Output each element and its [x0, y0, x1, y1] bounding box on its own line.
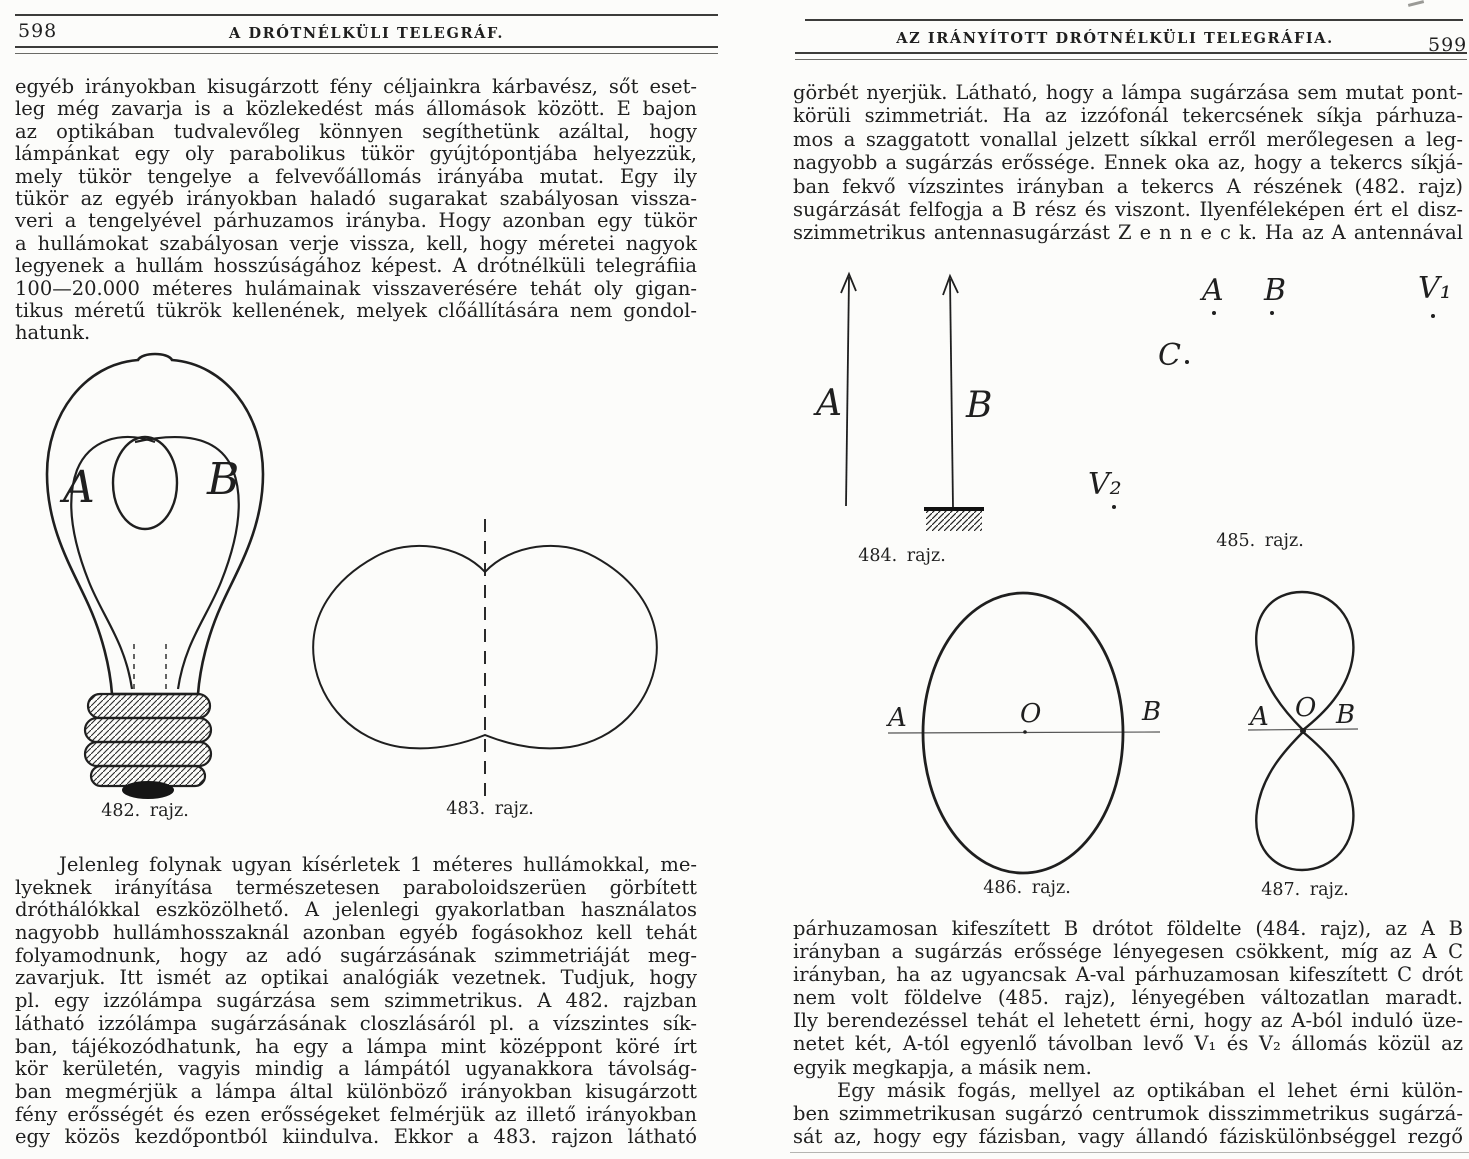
figure-483-radiation-curve — [300, 515, 700, 805]
text-line: látható izzólámpa sugárzásának closzlásáról pl. a vízszintes sík- — [15, 1011, 697, 1035]
text-line: veri a tengelyével párhuzamos irányba. Hogy azonban egy tükör — [15, 209, 697, 233]
text-line: hatunk. — [15, 321, 91, 345]
antenna-b-wire — [950, 279, 953, 508]
crossing-node — [1300, 728, 1306, 734]
figure-486-label-a: A — [888, 703, 907, 733]
figure-485-label-b: B — [1264, 273, 1287, 308]
text-line: párhuzamosan kifeszített B drótot földelte (484. rajz), az A B — [793, 917, 1463, 940]
figure-482-caption: 482. rajz. — [101, 801, 189, 821]
bulb-filament-loop — [113, 437, 177, 529]
ground-surface — [924, 507, 984, 511]
text-line: netet két, A-tól egyenlő távolban levő V₁ és V₂ állomás közül az — [793, 1032, 1463, 1056]
text-line: ben szimmetrikusan sugárzó centrumok disszimmetrikus sugárzá- — [793, 1102, 1463, 1126]
figure-486-label-o: O — [1020, 699, 1042, 729]
figure-485-label-a: A — [1202, 273, 1224, 308]
text-line: folyamodnunk, hogy az adó sugárzásának szimmetriáját meg- — [15, 943, 697, 967]
scan-bottom-edge — [790, 1152, 1469, 1153]
figure-484-label-a: A — [816, 383, 842, 424]
text-line: sugárzását felfogja a B rész és viszont. Ilyenféleképen ért el disz- — [793, 197, 1463, 221]
figure-482-label-a: A — [63, 462, 95, 513]
figure-487-label-b: B — [1336, 700, 1356, 730]
right-page-number: 599 — [1428, 34, 1468, 56]
bulb-screw-band — [85, 742, 211, 766]
text-line: ban megmérjük a lámpa által különböző irányokban kisugárzott — [15, 1079, 697, 1103]
bulb-screw-band — [88, 694, 210, 718]
figure-486-label-b: B — [1142, 697, 1162, 727]
text-line: nem volt földelve (485. rajz), lényegében változatlan maradt. — [793, 986, 1463, 1010]
figure-485-point-c — [1185, 360, 1189, 364]
figure-486-caption: 486. rajz. — [983, 878, 1071, 898]
scan-speck — [1408, 0, 1424, 7]
bulb-screw-band — [85, 718, 211, 742]
bulb-envelope — [47, 354, 263, 694]
text-line: tikus méretű tükrök kellenének, melyek clőállítására nem gondol- — [15, 298, 697, 322]
ground-hatch — [926, 511, 982, 531]
right-header-bottom-rule — [795, 52, 1467, 60]
figure-485-point-b — [1270, 311, 1274, 315]
figure-487-label-o: O — [1295, 693, 1317, 723]
figure-484-label-b: B — [966, 385, 993, 426]
figure-484-caption: 484. rajz. — [858, 546, 946, 566]
text-line: lyeknek irányítása természetesen paraboloidszerüen görbített — [15, 875, 697, 899]
figure-486-ellipse-diagram — [880, 580, 1170, 890]
text-line: kör kerületén, vagyis mindig a lámpától ugyanakkora távolság- — [15, 1057, 697, 1081]
left-running-header: A DRÓTNÉLKÜLI TELEGRÁF. — [228, 25, 505, 42]
text-line: Egy másik fogás, mellyel az optikában el lehet érni külön- — [837, 1079, 1463, 1102]
text-line: Jelenleg folynak ugyan kísérletek 1 méteres hullámokkal, me- — [59, 853, 697, 876]
figure-482-light-bulb — [25, 352, 265, 800]
lower-lobe — [1256, 732, 1353, 870]
right-paragraph-3 — [793, 1079, 1463, 1148]
text-line: ban, tájékozódhatunk, ha egy a lámpa mint középpont köré írt — [15, 1034, 697, 1058]
figure-484-antennas — [800, 255, 1000, 540]
figure-485-caption: 485. rajz. — [1216, 531, 1304, 551]
figure-485-label-c: C — [1158, 338, 1181, 373]
text-line: szimmetrikus antennasugárzást Z e n n e c k. Ha az A antennával — [793, 221, 1463, 245]
text-line: 100—20.000 méteres hulámainak visszaverésére tehát oly gigan- — [15, 276, 697, 300]
text-line: leg még zavarja is a közlekedést más állomások között. E bajon — [15, 97, 697, 121]
bulb-contact — [122, 781, 174, 799]
text-line: sát az, hogy egy fázisban, vagy állandó fáziskülönbséggel rezgő — [793, 1125, 1463, 1149]
center-point — [1023, 730, 1027, 734]
figure-485-point-v1 — [1431, 314, 1435, 318]
right-header-top-rule — [805, 19, 1463, 21]
text-line: az optikában tudvalevőleg könnyen segíthetünk azáltal, hogy — [15, 119, 697, 143]
left-paragraph-1 — [15, 76, 697, 345]
figure-487-caption: 487. rajz. — [1261, 880, 1349, 900]
text-line: mely tükör tengelye a felvevőállomás irányába mutat. Egy ily — [15, 164, 697, 188]
text-line: nagyobb hullámhosszaknál azonban egyéb fogásokhoz kell tehát — [15, 921, 697, 945]
right-paragraph-1 — [793, 81, 1463, 245]
figure-487-label-a: A — [1250, 702, 1269, 732]
figure-485-label-v1: V₁ — [1418, 271, 1452, 306]
figure-485-label-v2: V₂ — [1088, 467, 1122, 502]
text-line: körüli szimmetriát. Ha az izzófonál tekercsének síkja párhuza- — [793, 104, 1463, 128]
text-line: a hullámokat szabályosan verje vissza, kell, hogy méretei nagyok — [15, 231, 697, 255]
left-header-bottom-rule — [15, 46, 718, 54]
text-line: egyik megkapja, a másik nem. — [793, 1055, 1092, 1079]
antenna-a-wire — [846, 277, 849, 506]
text-line: Ily berendezéssel tehát el lehetett érni, hogy az A-ból induló üze- — [793, 1009, 1463, 1033]
text-line: dróthálókkal eszközölhető. A jelenlegi gyakorlatban használatos — [15, 898, 697, 922]
figure-482-label-b: B — [207, 454, 240, 505]
text-line: irányban, ha az ugyancsak A-val párhuzamosan kifeszített C drót — [793, 963, 1463, 987]
text-line: ban fekvő vízszintes irányban a tekercs A részének (482. rajz) — [793, 174, 1463, 198]
right-paragraph-2 — [793, 917, 1463, 1079]
text-line: zavarjuk. Itt ismét az optikai analógiák vezetnek. Tudjuk, hogy — [15, 966, 697, 990]
text-line: egyéb irányokban kisugárzott fény céljainkra kárbavész, sőt eset- — [15, 75, 697, 98]
text-line: görbét nyerjük. Látható, hogy a lámpa sugárzása sem mutat pont- — [793, 81, 1463, 104]
left-page-number: 598 — [18, 20, 58, 42]
left-paragraph-2 — [15, 854, 697, 1149]
figure-485-point-a — [1212, 311, 1216, 315]
figure-483-caption: 483. rajz. — [446, 799, 534, 819]
figure-487-figure-eight-diagram — [1240, 580, 1370, 875]
text-line: legyenek a hullám hosszúságához képest. A drótnélküli telegráfiia — [15, 254, 697, 278]
text-line: fény erősségét és ezen erősségeket felmérjük az illető irányokban — [15, 1102, 697, 1126]
figure-485-point-v2 — [1112, 505, 1116, 509]
text-line: nagyobb a sugárzás erőssége. Ennek oka az, hogy a tekercs síkjá- — [793, 151, 1463, 175]
text-line: irányban a sugárzás erőssége lényegesen csökkent, míg az A C — [793, 940, 1463, 964]
text-line: pl. egy izzólámpa sugárzása sem szimmetrikus. A 482. rajzban — [15, 989, 697, 1013]
text-line: lámpánkat egy oly parabolikus tükör gyújtópontjába helyezzük, — [15, 142, 697, 166]
left-header-top-rule — [15, 14, 718, 16]
text-line: mos a szaggatott vonallal jelzett síkkal erről merőlegesen a leg- — [793, 127, 1463, 151]
text-line: egy közös kezdőpontból kiindulva. Ekkor a 483. rajzon látható — [15, 1125, 697, 1149]
right-running-header: AZ IRÁNYÍTOTT DRÓTNÉLKÜLI TELEGRÁFIA. — [896, 30, 1334, 47]
text-line: tükör az egyéb irányokban haladó sugarakat szabályosan vissza- — [15, 186, 697, 210]
